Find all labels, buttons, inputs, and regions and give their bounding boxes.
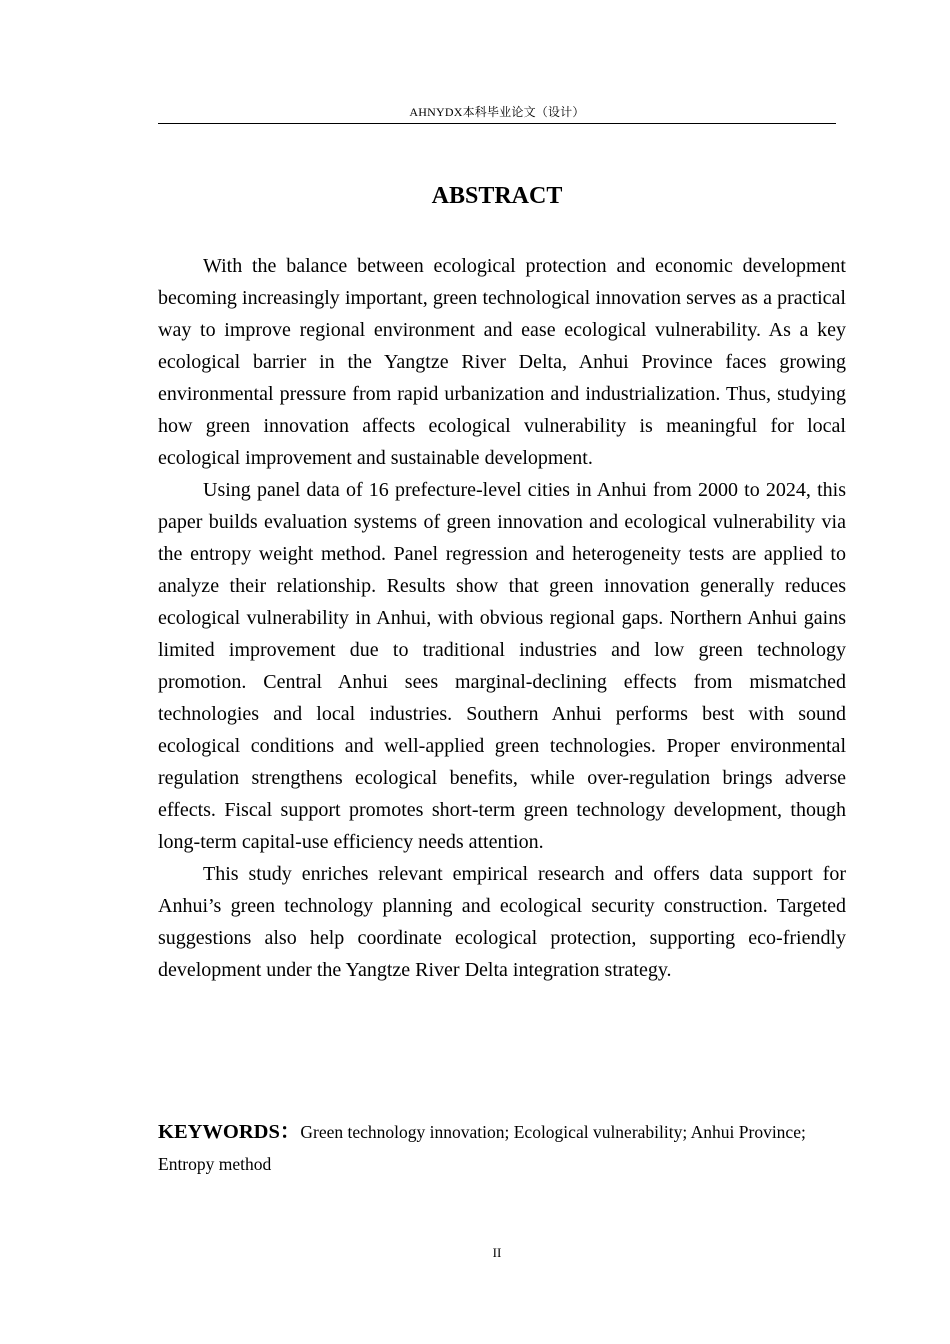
- abstract-body: [158, 250, 846, 986]
- keywords-label: KEYWORDS：: [158, 1121, 301, 1143]
- page-number: II: [492, 1245, 502, 1260]
- keywords-section: [158, 1116, 818, 1180]
- page-header: AHNYDX本科毕业论文（设计）: [409, 105, 585, 119]
- abstract-paragraph-1: With the balance between ecological protection and economic development becoming increasingly important, green technological innovation serves as a practical way to improve regional environment and ease ecological vulnerability. As a key ecological barrier in the Yangtze River Delta, Anhui Province faces growing environmental pressure from rapid urbanization and industrialization. Thus, studying how green innovation affects ecological vulnerability is meaningful for local ecological improvement and sustainable development.: [158, 255, 846, 469]
- abstract-title: ABSTRACT: [431, 183, 563, 209]
- abstract-paragraph-2: Using panel data of 16 prefecture-level cities in Anhui from 2000 to 2024, this paper builds evaluation systems of green innovation and ecological vulnerability via the entropy weight method. Panel regression and heterogeneity tests are applied to analyze their relationship. Results show that green innovation generally reduces ecological vulnerability in Anhui, with obvious regional gaps. Northern Anhui gains limited improvement due to traditional industries and low green technology promotion. Central Anhui sees marginal-declining effects from mismatched technologies and local industries. Southern Anhui performs best with sound ecological conditions and well-applied green technologies. Proper environmental regulation strengthens ecological benefits, while over-regulation brings adverse effects. Fiscal support promotes short-term green technology development, though long-term capital-use efficiency needs attention.: [158, 479, 846, 853]
- keywords-text: Green technology innovation; Ecological vulnerability; Anhui Province; Entropy method: [158, 1122, 806, 1174]
- header-rule: [158, 123, 836, 124]
- abstract-paragraph-3: This study enriches relevant empirical research and offers data support for Anhui’s green technology planning and ecological security construction. Targeted suggestions also help coordinate ecological protection, supporting eco-friendly development under the Yangtze River Delta integration strategy.: [158, 863, 846, 981]
